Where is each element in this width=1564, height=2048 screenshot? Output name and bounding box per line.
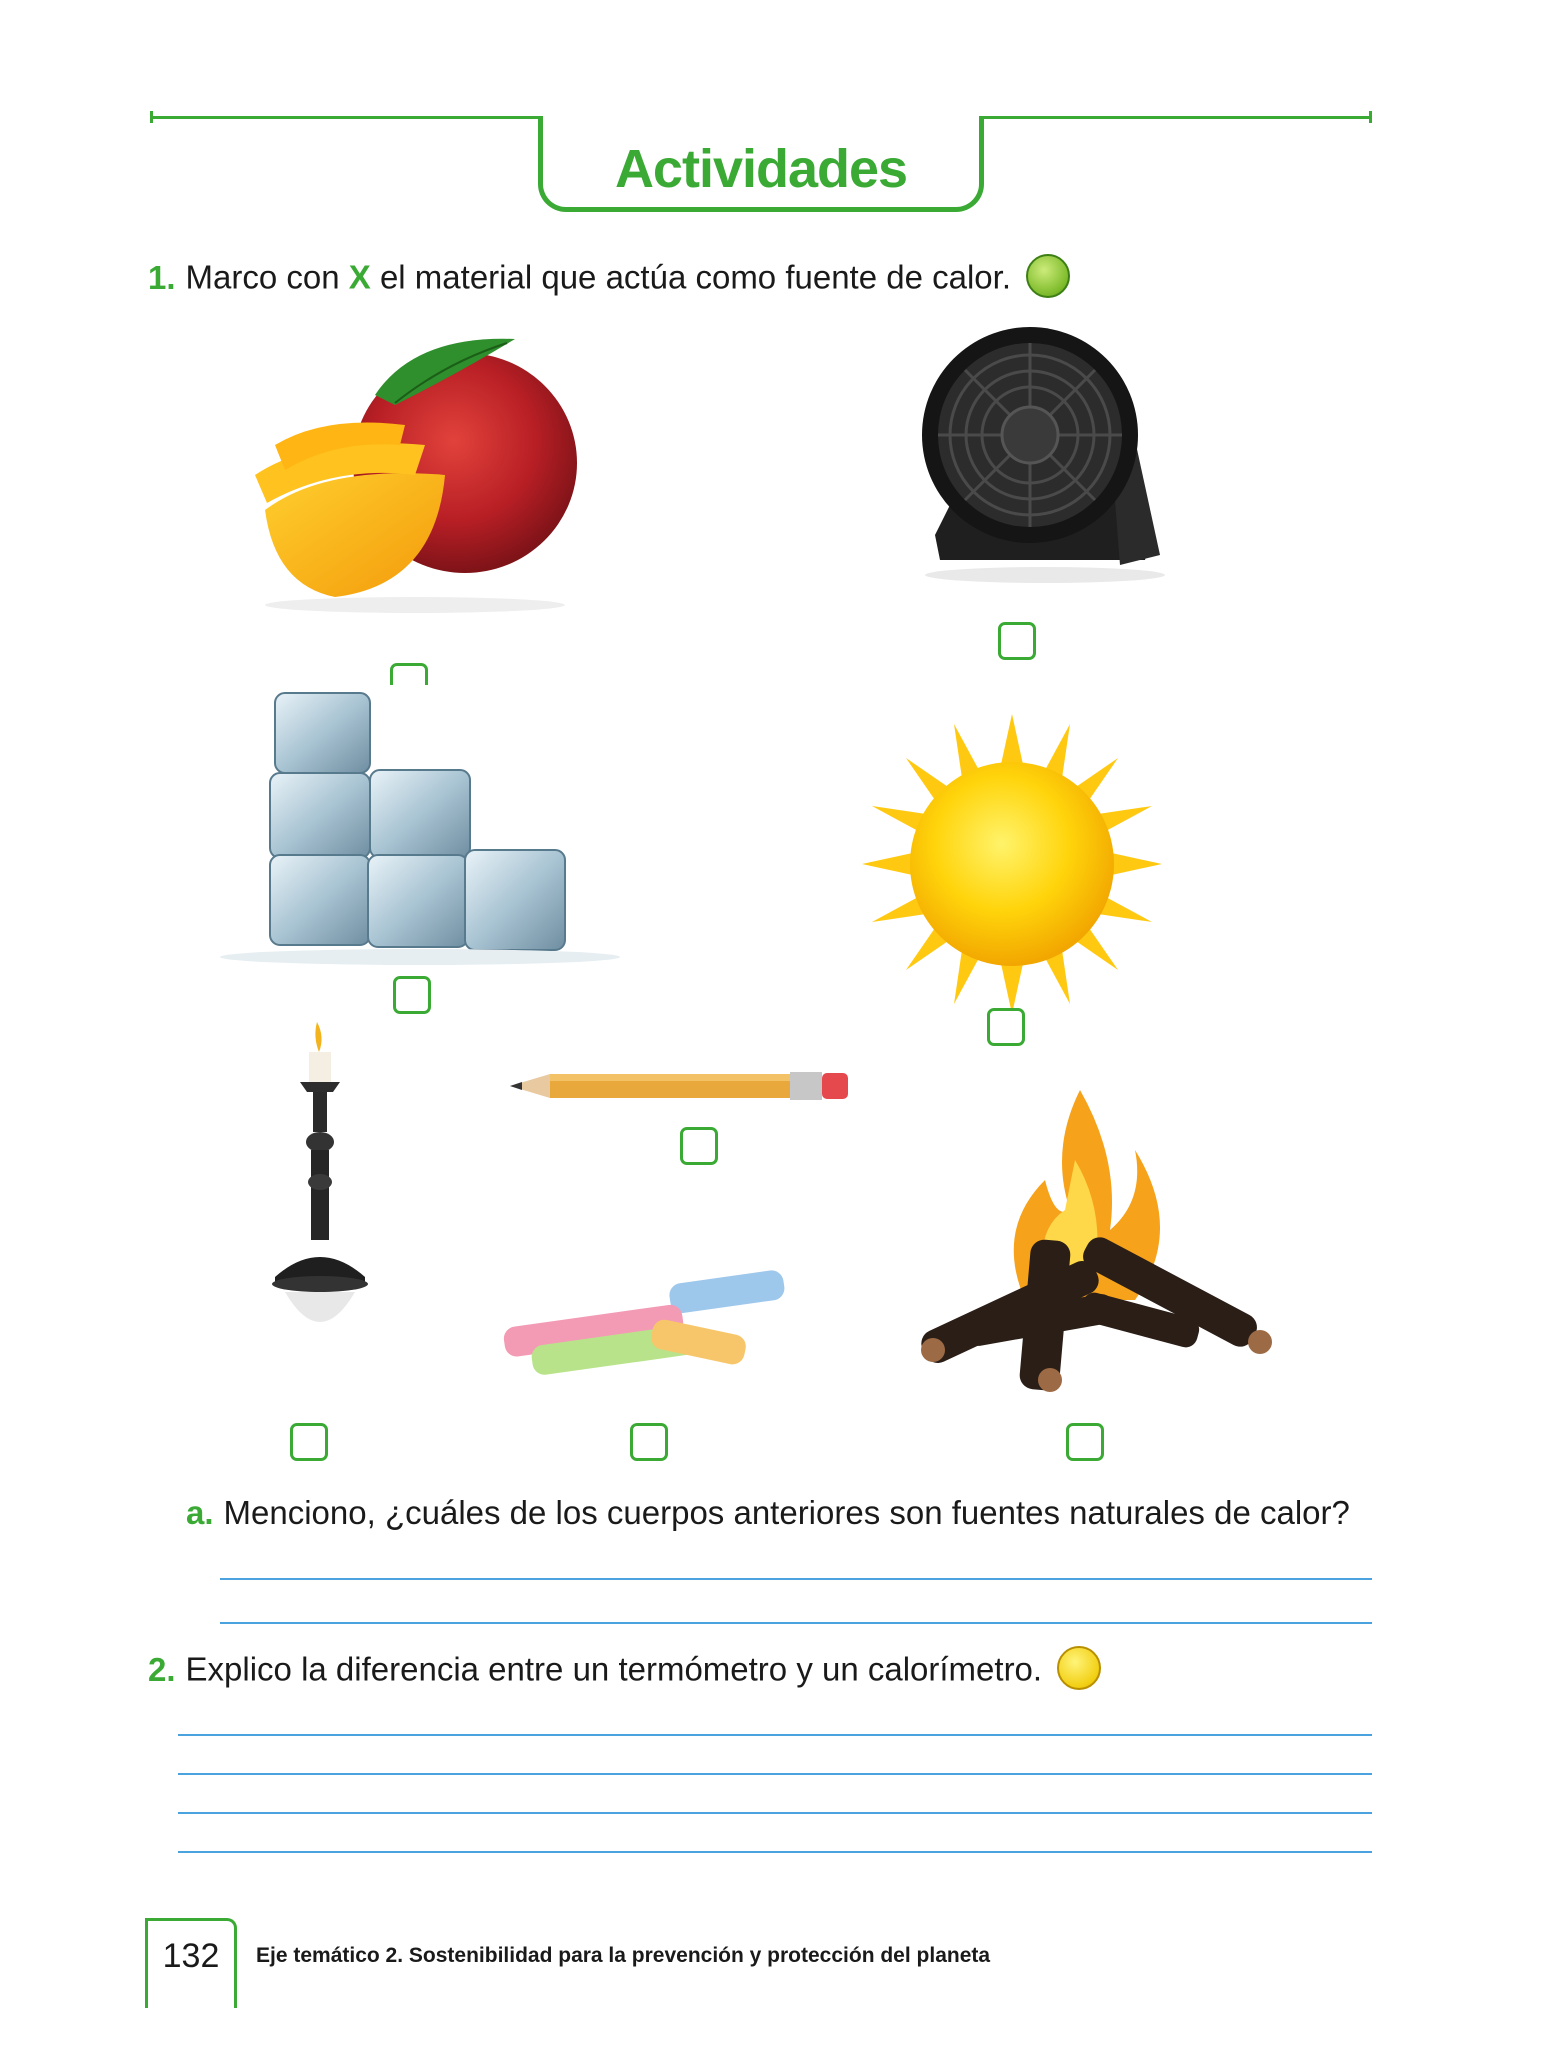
sun-image: [862, 714, 1162, 1014]
question-1: [148, 258, 1070, 302]
answer-line-2-2[interactable]: [178, 1773, 1372, 1775]
page-number: 132: [162, 1937, 220, 1975]
checkbox-campfire[interactable]: [1066, 1423, 1104, 1461]
checkbox-fan[interactable]: [998, 622, 1036, 660]
checkbox-ice[interactable]: [393, 976, 431, 1014]
footer-text: Eje temático 2. Sostenibilidad para la prevención y protección del planeta: [256, 1944, 991, 1967]
lightbulb-icon: [1057, 1646, 1101, 1690]
pencil-image: [510, 1068, 860, 1104]
header-rule-tick-left: [150, 111, 153, 123]
question-a-letter: a.: [186, 1494, 214, 1531]
answer-line-2-4[interactable]: [178, 1851, 1372, 1853]
checkbox-chalk[interactable]: [630, 1423, 668, 1461]
question-1-number: 1.: [148, 258, 176, 296]
chalk-image: [498, 1268, 798, 1378]
campfire-image: [905, 1080, 1275, 1390]
header-rule-tick-right: [1369, 111, 1372, 123]
question-2-text: Explico la diferencia entre un termómetro y un calorímetro.: [185, 1650, 1043, 1688]
question-2-number: 2.: [148, 1650, 176, 1688]
question-1-text-after: el material que actúa como fuente de calor.: [370, 258, 1011, 296]
mango-image: [245, 335, 585, 615]
question-1-text-before: Marco con: [185, 258, 349, 296]
answer-line-2-1[interactable]: [178, 1734, 1372, 1736]
answer-line-a-1[interactable]: [220, 1578, 1372, 1580]
lightbulb-icon: [1026, 254, 1070, 298]
checkbox-sun[interactable]: [987, 1008, 1025, 1046]
checkbox-pencil[interactable]: [680, 1127, 718, 1165]
checkbox-candle[interactable]: [290, 1423, 328, 1461]
answer-line-2-3[interactable]: [178, 1812, 1372, 1814]
title-box: [538, 116, 984, 212]
question-2: [148, 1650, 1101, 1694]
answer-line-a-2[interactable]: [220, 1622, 1372, 1624]
question-a: [186, 1494, 1350, 1532]
page-number-box: [145, 1918, 237, 2008]
fan-image: [920, 325, 1170, 590]
question-1-mark: X: [348, 258, 371, 296]
question-a-text: Menciono, ¿cuáles de los cuerpos anteriores son fuentes naturales de calor?: [223, 1494, 1350, 1531]
ice-cubes-image: [200, 685, 640, 970]
page-title: Actividades: [614, 139, 908, 199]
candle-image: [255, 1022, 385, 1352]
